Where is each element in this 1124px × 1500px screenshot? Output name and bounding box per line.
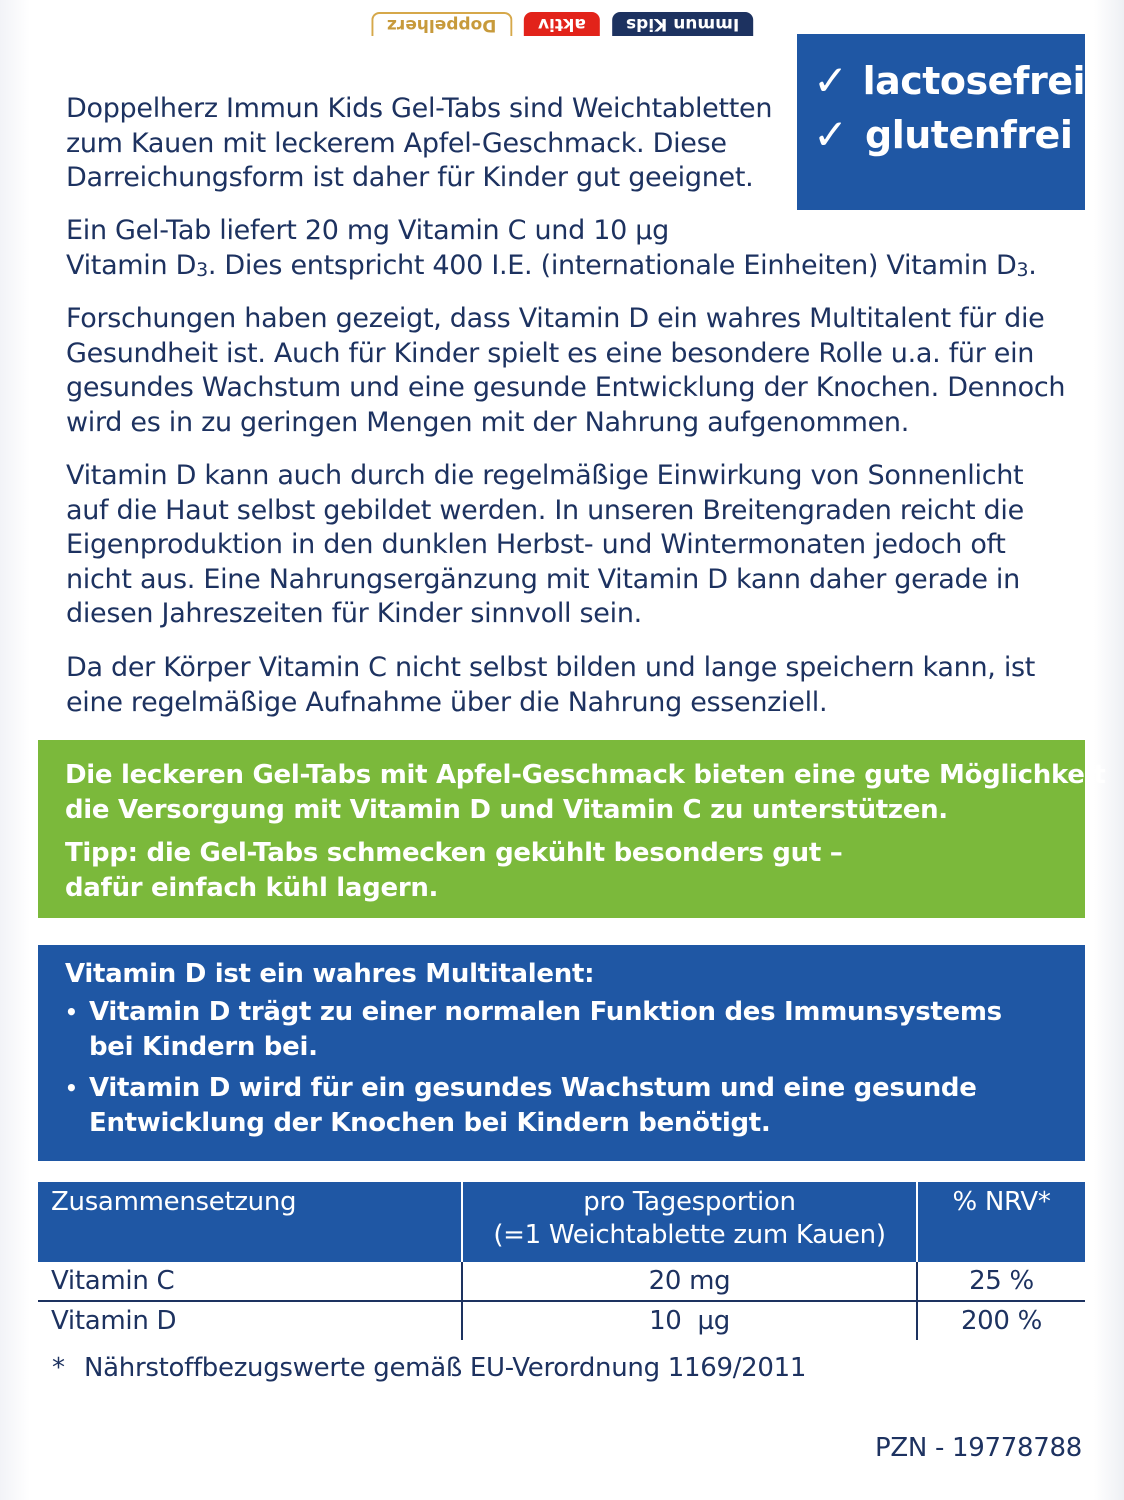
free-from-badge — [797, 34, 1085, 210]
text-line: Darreichungsform ist daher für Kinder gut geeignet. — [66, 162, 754, 194]
cell-nutrient: Vitamin D — [51, 1306, 177, 1336]
subscript: 3 — [196, 258, 208, 281]
bullet-line: • Vitamin D trägt zu einer normalen Funktion des Immunsystems — [89, 997, 1002, 1027]
cell-nutrient: Vitamin C — [38, 1262, 462, 1301]
text-line: wird es in zu geringen Mengen mit der Nahrung aufgenommen. — [66, 406, 909, 438]
text-line: eine regelmäßige Aufnahme über die Nahrung essenziell. — [66, 686, 828, 718]
table-header-row — [38, 1182, 1085, 1262]
text-line: Da der Körper Vitamin C nicht selbst bilden und lange speichern kann, ist — [66, 652, 1036, 683]
nutrition-table — [38, 1182, 1085, 1340]
header-line: (=1 Weichtablette zum Kauen) — [493, 1220, 886, 1250]
bullet-line: • Vitamin D wird für ein gesundes Wachstum und eine gesunde — [89, 1073, 977, 1103]
bullet-line: Entwicklung der Knochen bei Kindern benötigt. — [89, 1108, 771, 1138]
tip-text — [65, 836, 1085, 906]
cell-amount: 10 µg — [462, 1301, 917, 1340]
highlight-line: die Versorgung mit Vitamin D und Vitamin C zu unterstützen. — [65, 795, 948, 825]
sunlight-paragraph — [66, 459, 1066, 632]
cell-amount: 20 mg — [462, 1262, 917, 1301]
text-fragment: . — [1028, 249, 1037, 281]
footnote-marker: * — [52, 1353, 65, 1383]
header-daily-portion — [462, 1182, 917, 1262]
text-line: Doppelherz Immun Kids Gel-Tabs sind Weichtabletten — [66, 93, 773, 124]
flipped-brand-logo — [0, 0, 1124, 36]
text-line: Forschungen haben gezeigt, dass Vitamin D ein wahres Multitalent für die — [66, 303, 1045, 334]
text-line — [66, 249, 1066, 287]
brand-logo-aktiv: aktiv — [524, 12, 600, 36]
research-paragraph — [66, 302, 1066, 440]
brand-logo-immun-kids — [612, 12, 753, 36]
badge-line-lactose — [813, 54, 1085, 108]
dosage-paragraph — [66, 214, 1066, 287]
text-line: diesen Jahreszeiten für Kinder sinnvoll sein. — [66, 598, 642, 630]
highlight-line: Die leckeren Gel-Tabs mit Apfel-Geschmack bieten eine gute Möglichkeit — [65, 760, 1106, 790]
footnote — [52, 1353, 806, 1383]
text-line: Gesundheit ist. Auch für Kinder spielt es eine besondere Rolle u.a. für ein — [66, 337, 1035, 369]
check-icon: ✓ — [813, 110, 848, 159]
table-row — [38, 1301, 1085, 1340]
header-line: pro Tagesportion — [583, 1187, 796, 1217]
intro-paragraph — [66, 92, 786, 196]
table-row — [38, 1262, 1085, 1301]
badge-line-gluten — [813, 108, 1085, 162]
multitalent-box — [38, 945, 1085, 1161]
header-composition: Zusammensetzung — [38, 1182, 462, 1262]
logo-kids-text: Kids — [626, 14, 668, 34]
footnote-text: Nährstoffbezugswerte gemäß EU-Verordnung 1169/2011 — [84, 1353, 807, 1383]
vitamin-c-paragraph — [66, 651, 1066, 720]
text-line: auf die Haut selbst gebildet werden. In unseren Breitengraden reicht die — [66, 494, 1024, 526]
cell-nrv: 200 % — [960, 1306, 1043, 1336]
multitalent-title: Vitamin D ist ein wahres Multitalent: — [65, 959, 595, 989]
text-line: zum Kauen mit leckerem Apfel-Geschmack. Diese — [66, 127, 727, 159]
brand-logo-doppelherz: Doppelherz — [371, 12, 512, 36]
badge-label-lactosefrei: lactosefrei — [862, 59, 1085, 103]
highlight-box-green — [38, 740, 1106, 918]
bullet-line: bei Kindern bei. — [89, 1032, 318, 1062]
cell-nrv: 25 % — [917, 1262, 1085, 1301]
text-line: gesundes Wachstum und eine gesunde Entwicklung der Knochen. Dennoch — [66, 372, 1066, 404]
text-line: Eigenproduktion in den dunklen Herbst- und Wintermonaten jedoch oft — [66, 529, 1006, 561]
badge-label-glutenfrei: glutenfrei — [865, 113, 1073, 157]
text-line: Ein Gel-Tab liefert 20 mg Vitamin C und 10 µg — [66, 215, 669, 246]
text-line: Vitamin D kann auch durch die regelmäßige Einwirkung von Sonnenlicht — [66, 460, 1024, 491]
bullet-item — [65, 995, 1085, 1065]
text-line: nicht aus. Eine Nahrungsergänzung mit Vitamin D kann daher gerade in — [66, 563, 1020, 595]
logo-immun-text: Immun — [673, 14, 740, 34]
pzn-number: PZN - 19778788 — [875, 1433, 1082, 1463]
subscript: 3 — [1016, 258, 1029, 281]
tip-line: dafür einfach kühl lagern. — [65, 873, 439, 903]
check-icon: ✓ — [813, 56, 848, 105]
text-fragment: Vitamin D — [66, 249, 197, 281]
tip-line: Tipp: die Gel-Tabs schmecken gekühlt besonders gut – — [65, 838, 843, 868]
bullet-item — [65, 1071, 1085, 1141]
text-fragment: . Dies entspricht 400 I.E. (internationale Einheiten) Vitamin D — [207, 249, 1017, 281]
header-nrv: % NRV* — [917, 1182, 1085, 1262]
